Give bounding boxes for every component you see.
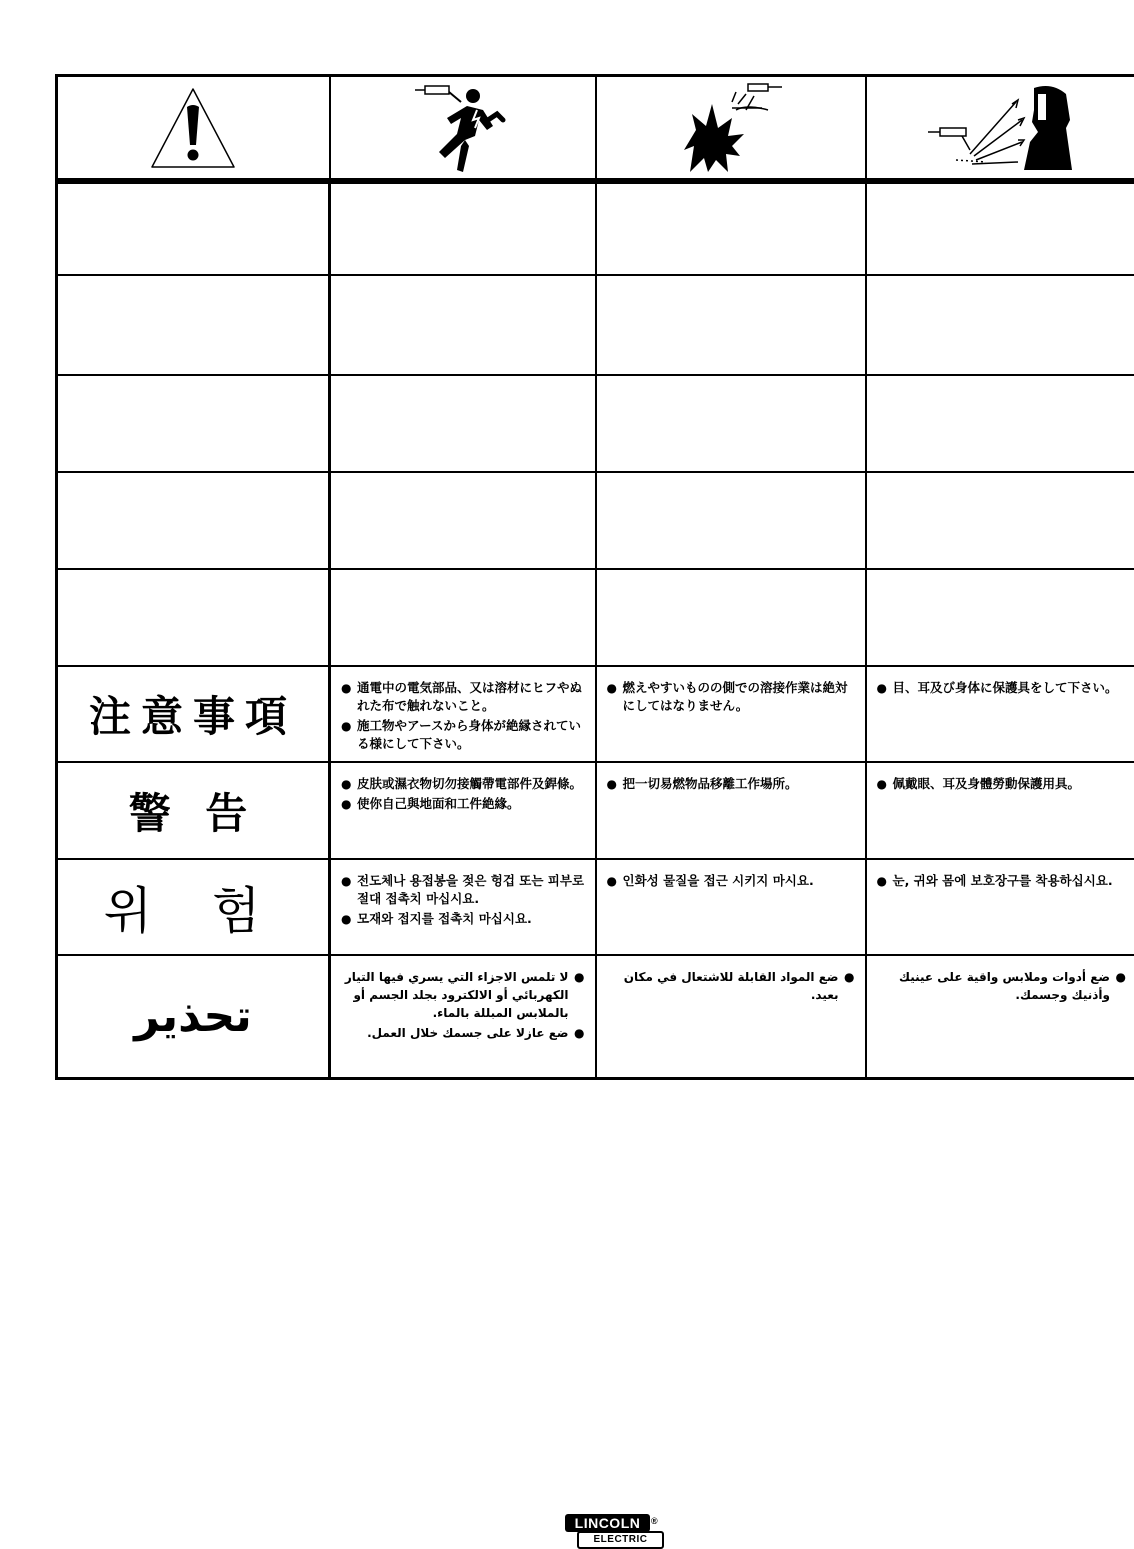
warning-triangle-icon: [148, 85, 238, 171]
bullet-list: [867, 763, 1134, 801]
warning-row-arabic: [57, 955, 1134, 1078]
bullet-item: ● 모재와 접지를 접촉치 마십시요.: [341, 910, 585, 928]
empty-cell: [596, 275, 866, 375]
bullet-item: ● 燃えやすいものの側での溶接作業は絶対にしてはなりません。: [607, 679, 855, 715]
warning-row-korean: [57, 859, 1134, 955]
bullet-item: ● ضع عازلا على جسمك خلال العمل.: [341, 1024, 585, 1042]
bullet-list: [597, 860, 865, 898]
logo-registered-mark: ®: [651, 1516, 658, 1526]
bullet-list: [867, 667, 1134, 705]
bullet-item: ● 佩戴眼、耳及身體勞動保護用具。: [877, 775, 1127, 793]
rays-cell: [866, 859, 1134, 955]
bullet-list: [597, 667, 865, 723]
electric-shock-icon: [413, 80, 513, 176]
bullet-list: [331, 860, 595, 936]
bullet-list: [867, 860, 1134, 898]
bullet-list: [331, 956, 595, 1050]
fire-cell: [596, 762, 866, 859]
bullet-item: ● 目、耳及び身体に保護具をして下さい。: [877, 679, 1127, 697]
logo-top-text: LINCOLN: [565, 1514, 650, 1532]
empty-row: [57, 472, 1134, 569]
shock-cell: [330, 762, 596, 859]
explosion-fire-icon: [676, 80, 786, 176]
empty-cell: [596, 569, 866, 666]
empty-cell: [866, 472, 1134, 569]
safety-warning-table: [55, 74, 1134, 1080]
language-label: [57, 762, 330, 859]
icon-cell-shock: [330, 76, 596, 182]
empty-cell: [330, 375, 596, 472]
bullet-item: ● 皮肤或濕衣物切勿接觸帶電部件及銲條。: [341, 775, 585, 793]
bullet-item: ● 使你自己與地面和工件絶緣。: [341, 795, 585, 813]
empty-cell: [57, 181, 330, 275]
fire-cell: [596, 955, 866, 1078]
bullet-list: [331, 667, 595, 761]
rays-cell: [866, 666, 1134, 762]
bullet-item: ● 施工物やアースから身体が絶縁されている様にして下さい。: [341, 717, 585, 753]
empty-cell: [330, 181, 596, 275]
fire-cell: [596, 666, 866, 762]
bullet-item: ● ضع أدوات وملابس واقية على عينيك وأذنيك وجسمك.: [877, 968, 1127, 1004]
shock-cell: [330, 859, 596, 955]
empty-cell: [330, 472, 596, 569]
icon-cell-arc-rays: [866, 76, 1134, 182]
warning-row-chinese: [57, 762, 1134, 859]
empty-cell: [866, 375, 1134, 472]
empty-row: [57, 375, 1134, 472]
language-label: [57, 859, 330, 955]
empty-row: [57, 569, 1134, 666]
bullet-item: ● لا تلمس الاجزاء التي يسري فيها التيار الكهربائي أو الالكترود بجلد الجسم أو بالملابس المبللة بالماء.: [341, 968, 585, 1022]
empty-cell: [596, 181, 866, 275]
empty-row: [57, 275, 1134, 375]
shock-cell: [330, 666, 596, 762]
language-label: [57, 666, 330, 762]
bullet-list: [867, 956, 1134, 1012]
bullet-item: ● 인화성 물질을 접근 시키지 마시요.: [607, 872, 855, 890]
warning-row-japanese: [57, 666, 1134, 762]
logo-bottom-text: ELECTRIC: [577, 1531, 664, 1549]
fire-cell: [596, 859, 866, 955]
bullet-item: ● 把一切易燃物品移離工作場所。: [607, 775, 855, 793]
icon-row: [57, 76, 1134, 182]
bullet-item: ● 通電中の電気部品、又は溶材にヒフやぬれた布で触れないこと。: [341, 679, 585, 715]
empty-cell: [57, 375, 330, 472]
icon-cell-fire: [596, 76, 866, 182]
empty-cell: [57, 569, 330, 666]
empty-cell: [330, 569, 596, 666]
icon-cell-warning: [57, 76, 330, 182]
bullet-item: ● 전도체나 용접봉을 젖은 헝겁 또는 피부로 절대 접촉치 마십시요.: [341, 872, 585, 908]
rays-cell: [866, 955, 1134, 1078]
empty-cell: [57, 472, 330, 569]
empty-cell: [57, 275, 330, 375]
empty-cell: [866, 275, 1134, 375]
lincoln-electric-logo: [565, 1514, 662, 1547]
label-korean: 위 험: [103, 882, 283, 940]
empty-cell: [596, 472, 866, 569]
empty-row: [57, 181, 1134, 275]
rays-cell: [866, 762, 1134, 859]
empty-cell: [866, 569, 1134, 666]
label-arabic: تحذير: [134, 990, 252, 1042]
arc-rays-icon: [926, 80, 1076, 176]
bullet-list: [597, 763, 865, 801]
empty-cell: [330, 275, 596, 375]
shock-cell: [330, 955, 596, 1078]
empty-cell: [866, 181, 1134, 275]
empty-cell: [596, 375, 866, 472]
label-japanese: 注意事項: [88, 692, 297, 741]
label-chinese: 警 告: [128, 788, 258, 838]
bullet-item: ● 눈, 귀와 몸에 보호장구를 착용하십시요.: [877, 872, 1127, 890]
bullet-item: ● ضع المواد القابلة للاشتعال في مكان بعيد.: [607, 968, 855, 1004]
language-label: [57, 955, 330, 1078]
bullet-list: [331, 763, 595, 821]
bullet-list: [597, 956, 865, 1012]
